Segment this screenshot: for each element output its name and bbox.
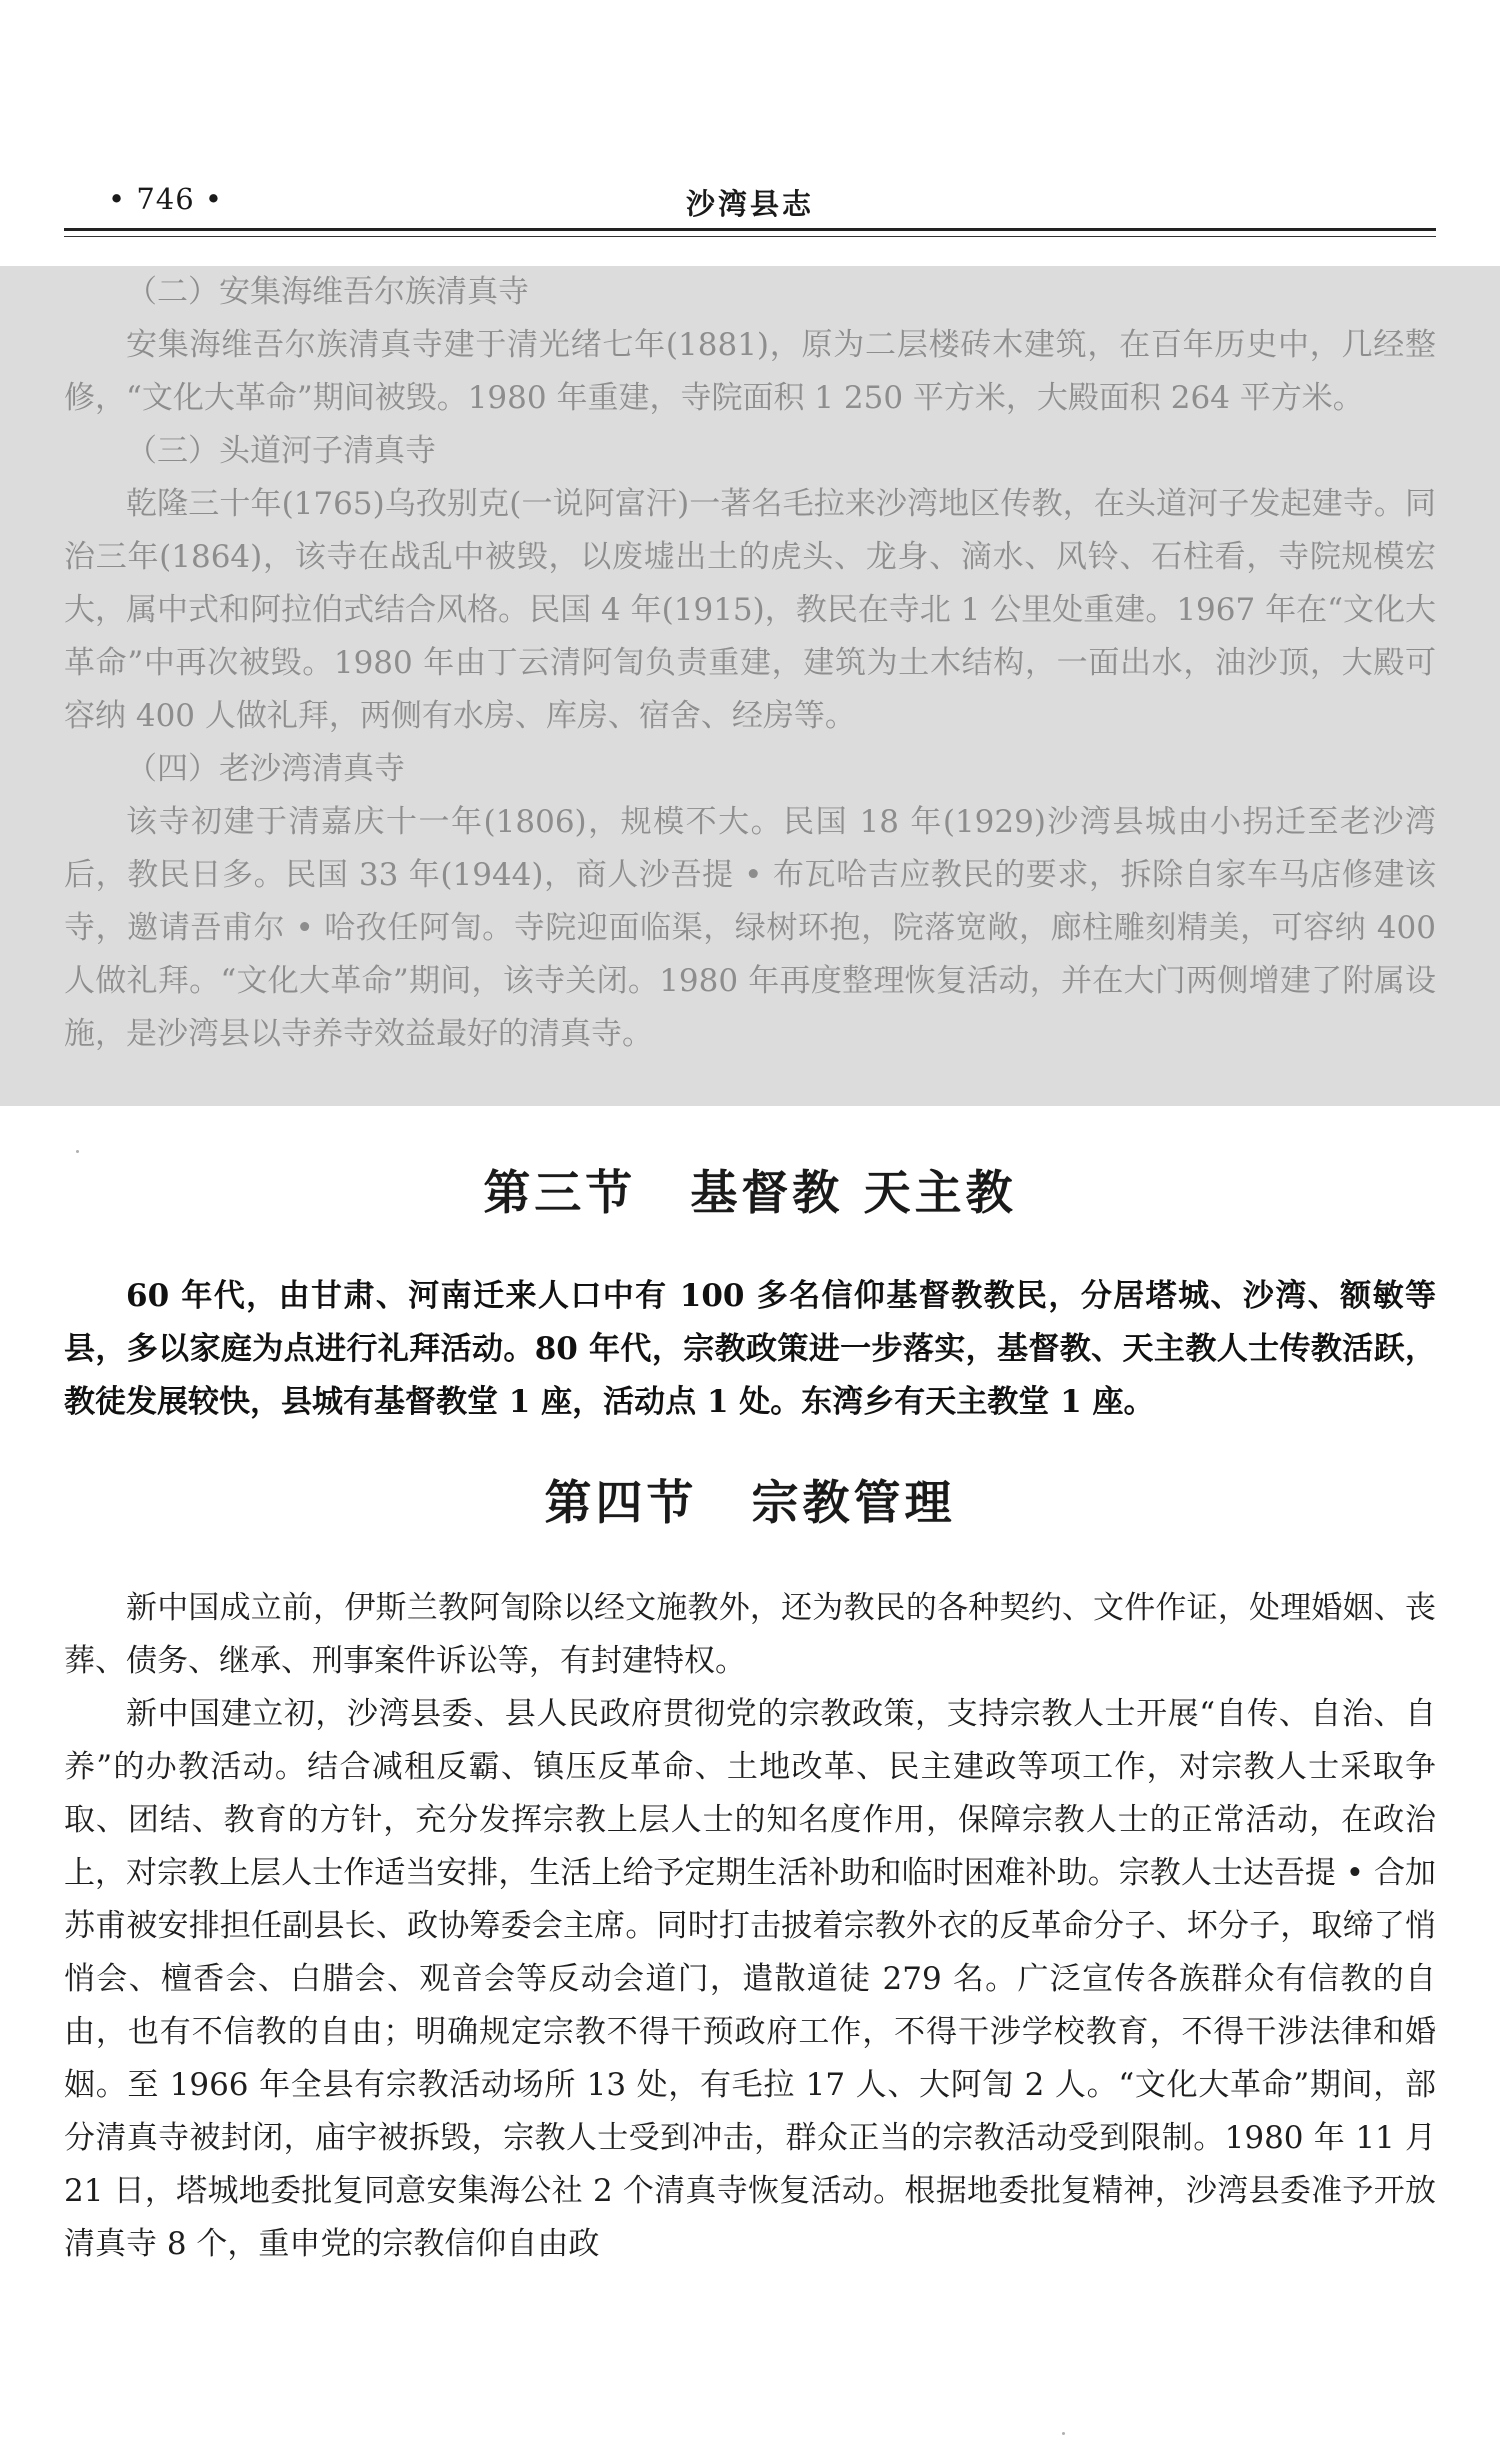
book-title: 沙湾县志 (685, 187, 814, 221)
shaded-section (0, 266, 1500, 1106)
subsection-3-text: 乾隆三十年(1765)乌孜别克(一说阿富汗)一著名毛拉来沙湾地区传教，在头道河子发起建寺。同治三年(1864)，该寺在战乱中被毁，以废墟出土的虎头、龙身、滴水、风铃、石柱看，寺院规模宏大，属中式和阿拉伯式结合风格。民国 4 年(1915)，教民在寺北 1 公里处重建。1967 年在“文化大革命”中再次被毁。1980 年由丁云清阿訇负责重建，建筑为土木结构，一面出水，油沙顶，大殿可容纳 400 人做礼拜，两侧有水房、库房、宿舍、经房等。 (64, 486, 1436, 734)
subsection-2-text: 安集海维吾尔族清真寺建于清光绪七年(1881)，原为二层楼砖木建筑，在百年历史中，几经整修，“文化大革命”期间被毁。1980 年重建，寺院面积 1 250 平方米，大殿面积 264 平方米。 (64, 327, 1436, 416)
header-rule-thin (64, 236, 1436, 237)
page-header (64, 176, 1436, 228)
section-4-title (0, 1466, 1500, 1533)
section-4-paragraph-2: 新中国建立初，沙湾县委、县人民政府贯彻党的宗教政策，支持宗教人士开展“自传、自治、自养”的办教活动。结合减租反霸、镇压反革命、土地改革、民主建政等项工作，对宗教人士采取争取、团结、教育的方针，充分发挥宗教上层人士的知名度作用，保障宗教人士的正常活动，在政治上，对宗教上层人士作适当安排，生活上给予定期生活补助和临时困难补助。宗教人士达吾提 • 合加苏甫被安排担任副县长、政协筹委会主席。同时打击披着宗教外衣的反革命分子、坏分子，取缔了悄悄会、檀香会、白腊会、观音会等反动会道门，遣散道徒 279 名。广泛宣传各族群众有信教的自由，也有不信教的自由；明确规定宗教不得干预政府工作，不得干涉学校教育，不得干涉法律和婚姻。至 1966 年全县有宗教活动场所 13 处，有毛拉 17 人、大阿訇 2 人。“文化大革命”期间，部分清真寺被封闭，庙宇被拆毁，宗教人士受到冲击，群众正当的宗教活动受到限制。1980 年 11 月 21 日，塔城地委批复同意安集海公社 2 个清真寺恢复活动。根据地委批复精神，沙湾县委准予开放清真寺 8 个，重申党的宗教信仰自由政 (64, 1696, 1437, 2262)
page-number: • 746 • (108, 182, 223, 216)
subsection-4-title: （四）老沙湾清真寺 (126, 751, 405, 787)
section-4-number: 第四节 (544, 1476, 698, 1531)
section-3-body (64, 1270, 1436, 1429)
section-3-number: 第三节 (483, 1166, 637, 1221)
shaded-text-block (64, 266, 1436, 1061)
header-rule-thick (64, 228, 1436, 231)
subsection-2-title: （二）安集海维吾尔族清真寺 (126, 274, 529, 310)
subsection-4-text: 该寺初建于清嘉庆十一年(1806)，规模不大。民国 18 年(1929)沙湾县城由小拐迁至老沙湾后，教民日多。民国 33 年(1944)，商人沙吾提 • 布瓦哈吉应教民的要求，拆除自家车马店修建该寺，邀请吾甫尔 • 哈孜任阿訇。寺院迎面临渠，绿树环抱，院落宽敞，廊柱雕刻精美，可容纳 400 人做礼拜。“文化大革命”期间，该寺关闭。1980 年再度整理恢复活动，并在大门两侧增建了附属设施，是沙湾县以寺养寺效益最好的清真寺。 (64, 804, 1436, 1052)
section-3-heading: 基督教 天主教 (690, 1166, 1017, 1221)
section-4-heading: 宗教管理 (751, 1476, 956, 1531)
section-3-paragraph: 60 年代，由甘肃、河南迁来人口中有 100 多名信仰基督教教民，分居塔城、沙湾、额敏等县，多以家庭为点进行礼拜活动。80 年代，宗教政策进一步落实，基督教、天主教人士传教活跃，教徒发展较快，县城有基督教堂 1 座，活动点 1 处。东湾乡有天主教堂 1 座。 (64, 1278, 1436, 1420)
section-4-paragraph-1: 新中国成立前，伊斯兰教阿訇除以经文施教外，还为教民的各种契约、文件作证，处理婚姻、丧葬、债务、继承、刑事案件诉讼等，有封建特权。 (64, 1590, 1436, 1679)
section-4-body (64, 1582, 1436, 2271)
scan-speck (76, 1150, 79, 1153)
scan-speck-bottom (1062, 2432, 1065, 2435)
subsection-3-title: （三）头道河子清真寺 (126, 433, 436, 469)
section-3-title (0, 1156, 1500, 1223)
